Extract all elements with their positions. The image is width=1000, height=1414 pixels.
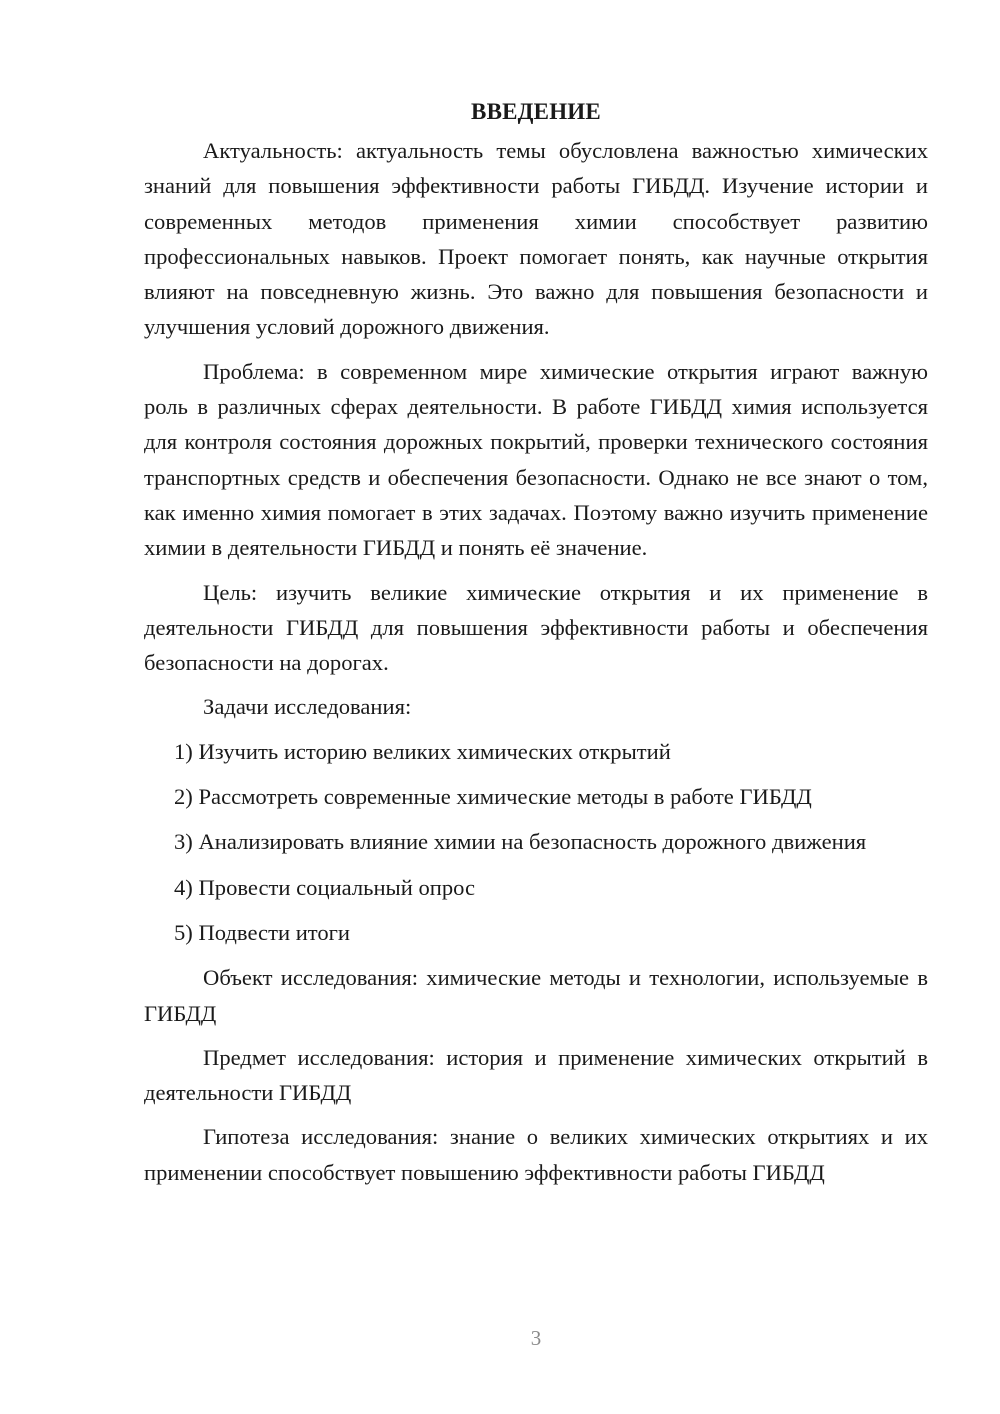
paragraph-relevance: Актуальность: актуальность темы обусловлена важностью химических знаний для повышения эффективности работы ГИБДД. Изучение истории и современных методов применения химии способствует развитию профессиональных навыков. Проект помогает понять, как научные открытия влияют на повседневную жизнь. Это важно для повышения безопасности и улучшения условий дорожного движения.	[144, 138, 928, 340]
document-page	[144, 94, 928, 1199]
paragraph-problem: Проблема: в современном мире химические открытия играют важную роль в различных сферах деятельности. В работе ГИБДД химия используется для контроля состояния дорожных покрытий, проверки технического состояния транспортных средств и обеспечения безопасности. Однако не все знают о том, как именно химия помогает в этих задачах. Поэтому важно изучить применение химии в деятельности ГИБДД и понять её значение.	[144, 358, 928, 561]
paragraph-subject: Предмет исследования: история и применение химических открытий в деятельности ГИБДД	[144, 1044, 928, 1106]
list-item: 4) Провести социальный опрос	[174, 874, 476, 900]
list-item: 3) Анализировать влияние химии на безопасность дорожного движения	[174, 829, 867, 855]
list-item: 1) Изучить историю великих химических открытий	[174, 738, 671, 764]
tasks-title: Задачи исследования:	[203, 694, 412, 720]
paragraph-hypothesis: Гипотеза исследования: знание о великих химических открытиях и их применении способствует повышению эффективности работы ГИБДД	[144, 1124, 928, 1185]
tasks-list	[144, 734, 928, 950]
list-item: 2) Рассмотреть современные химические методы в работе ГИБДД	[174, 784, 812, 810]
paragraph-goal: Цель: изучить великие химические открытия и их применение в деятельности ГИБДД для повышения эффективности работы и обеспечения безопасности на дорогах.	[144, 579, 928, 676]
page-number: 3	[530, 1326, 542, 1350]
list-item: 5) Подвести итоги	[174, 919, 351, 945]
page-title: ВВЕДЕНИЕ	[471, 99, 601, 124]
paragraph-object: Объект исследования: химические методы и технологии, используемые в ГИБДД	[144, 965, 928, 1026]
